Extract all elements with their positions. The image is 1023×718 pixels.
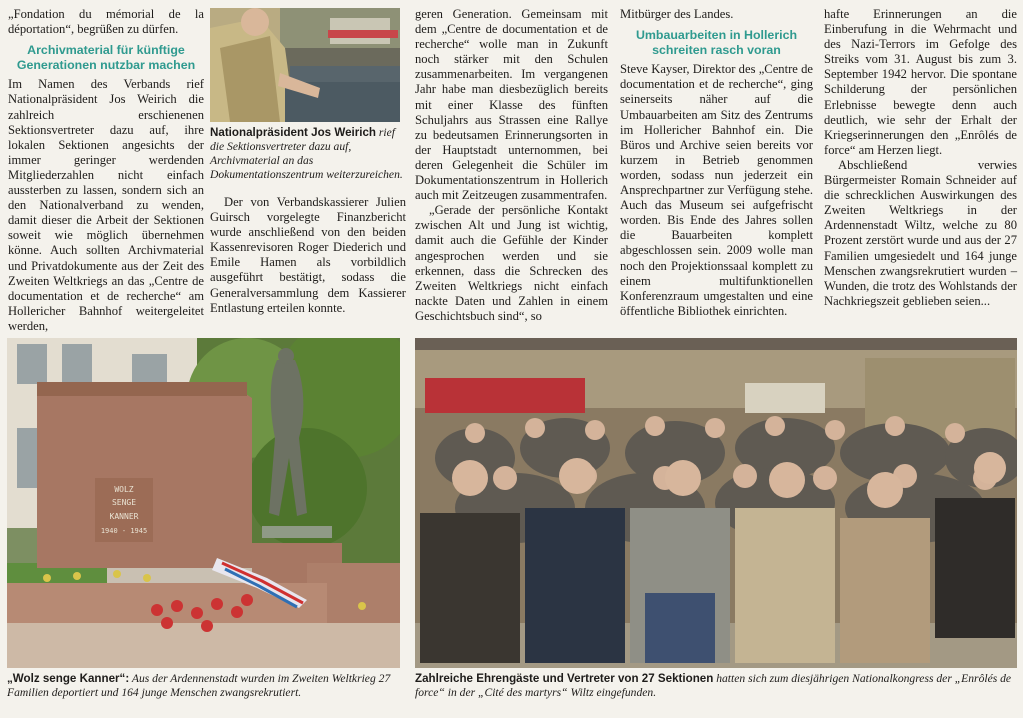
monument-inscription-line: KANNER	[109, 512, 139, 521]
caption-italic: Aus der Ardennenstadt wurden im Zweiten Weltkrieg 27 Familien deportiert und 164 junge Menschen zwangsrekrutiert.	[7, 672, 391, 699]
column-text: Abschließend verwies Bürgermeister Romain Schneider auf die schrecklichen Auswirkungen des Zweiten Weltkriegs in der Ardennenstadt Wiltz, welche zu 80 Prozent zerstört wurde und aus der 27 Familien umgesiedelt und 164 junge Menschen zwangsrekrutiert wurden – Wunden, die trotz des Wohlstands der Nachkriegszeit geblieben seien...	[824, 157, 1017, 308]
column-text: Steve Kayser, Direktor des „Centre de documentation et de recherche“, ging seinerseits näher auf die Umbauarbeiten am Sitz des Zentrums im Hollericher Bahnhof ein. Die Büros und Archive seien bereits vor kurzem in Betrieb genommen worden, sodass nun jederzeit ein Ansprechpartner zur Verfügung stehe. Auch das Museum sei aufgefrischt worden. Bis Ende des Jahres sollen die Bauarbeiten komplett abgeschlossen sein. 2009 wolle man noch den Projektionssaal komplett zu einem multifunktionellen Konferenzraum umgestalten und eine öffentliche Bibliothek einrichten.	[620, 62, 813, 318]
caption-bold: Zahlreiche Ehrengäste und Vertreter von 27 Sektionen	[415, 672, 714, 685]
article-column-4	[620, 7, 813, 319]
section-heading: Umbauarbeiten in Hollerich schreiten rasch voran	[635, 28, 798, 57]
article-column-2	[210, 195, 406, 316]
article-column-1	[8, 7, 204, 334]
caption-bold: Nationalpräsident Jos Weirich	[210, 126, 377, 139]
photo-caption-monument	[7, 672, 402, 700]
photo-national-president	[210, 8, 400, 122]
column-text: geren Generation. Gemeinsam mit dem „Centre de documentation et de recherche“ wolle man in Zukunft noch stärker mit den Schulen zusammenarbeiten. Im vergangenen Jahr habe man diesbezüglich bereits mit einer Klasse des fünften Schuljahrs aus Strassen eine Rallye zu bedeutsamen Erinnerungsorten in der Hauptstadt unternommen, bei deren Gelegenheit die Schüler im Dokumentationszentrum in Hollerich auch mit Zeitzeugen zusammentrafen.	[415, 7, 608, 203]
column-text: hafte Erinnerungen an die Einberufung in die Wehrmacht und des Nazi-Terrors im Gefolge des Streiks vom 31. August bis zum 3. September 1942 hervor. Die spontane Schilderung der persönlichen Erlebnisse bewegte denn auch deutlich, wie sehr der Erhalt der Kriegserinnerungen den „Enrôlés de force“ am Herzen liegt.	[824, 7, 1017, 157]
monument-inscription-line: 1940 - 1945	[100, 527, 148, 535]
photo-audience	[415, 338, 1017, 668]
caption-italic: hatten sich zum diesjährigen Nationalkongress der „Enrôlés de force“ in der „Cité des martyrs“ Wiltz eingefunden.	[415, 672, 1012, 699]
section-heading: Archivmaterial für künftige Generationen nutzbar machen	[16, 43, 196, 72]
column-text: Der von Verbandskassierer Julien Guirsch vorgelegte Finanzbericht wurde anschließend von den beiden Kassenrevisoren Roger Diederich und Emile Hamen als vorbildlich ausgeführt bestätigt, sodass die Generalversammlung dem Kassierer Entlastung erteilen konnte.	[210, 195, 406, 315]
column-text: Mitbürger des Landes.	[620, 7, 734, 21]
article-column-5	[824, 7, 1017, 309]
monument-inscription-line: WOLZ	[114, 485, 134, 494]
photo-caption-audience	[415, 672, 1019, 700]
photo-caption	[210, 126, 406, 182]
monument-inscription-line: SENGE	[111, 498, 137, 507]
column-text: Im Namen des Verbands rief Nationalpräsident Jos Weirich die zahlreich erschienenen Sektionsvertreter dazu auf, ihre lokalen Sektionen angesichts der immer geringer werdenden Mitgliederzahlen nicht einfach aussterben zu lassen, sondern sich an den Nationalverband zu wenden, damit dieser die Arbeit der Sektionen soweit wie möglich übernehmen könne. Auch sollten Archivmaterial und Privatdokumente aus der Zeit des Zweiten Weltkriegs an das „Centre de documentation et de recherche“ am Hollericher Bahnhof weitergeleitet werden,	[8, 77, 204, 333]
article-column-3	[415, 7, 608, 324]
column-text: „Gerade der persönliche Kontakt zwischen Alt und Jung ist wichtig, damit auch die Gefühle der Kinder angesprochen werden und sie erkennen, dass die Schrecken des Zweiten Weltkriegs nicht einfach nackte Daten und Zahlen in einem Geschichtsbuch sind“, so	[415, 203, 608, 323]
caption-bold: „Wolz senge Kanner“:	[7, 672, 130, 685]
column-text: „Fondation du mémorial de la déportation“, begrüßen zu dürfen.	[8, 7, 204, 37]
caption-italic: rief die Sektionsvertreter dazu auf, Archivmaterial an das Dokumentationszentrum weiterzureichen.	[210, 126, 403, 181]
photo-monument	[7, 338, 400, 668]
